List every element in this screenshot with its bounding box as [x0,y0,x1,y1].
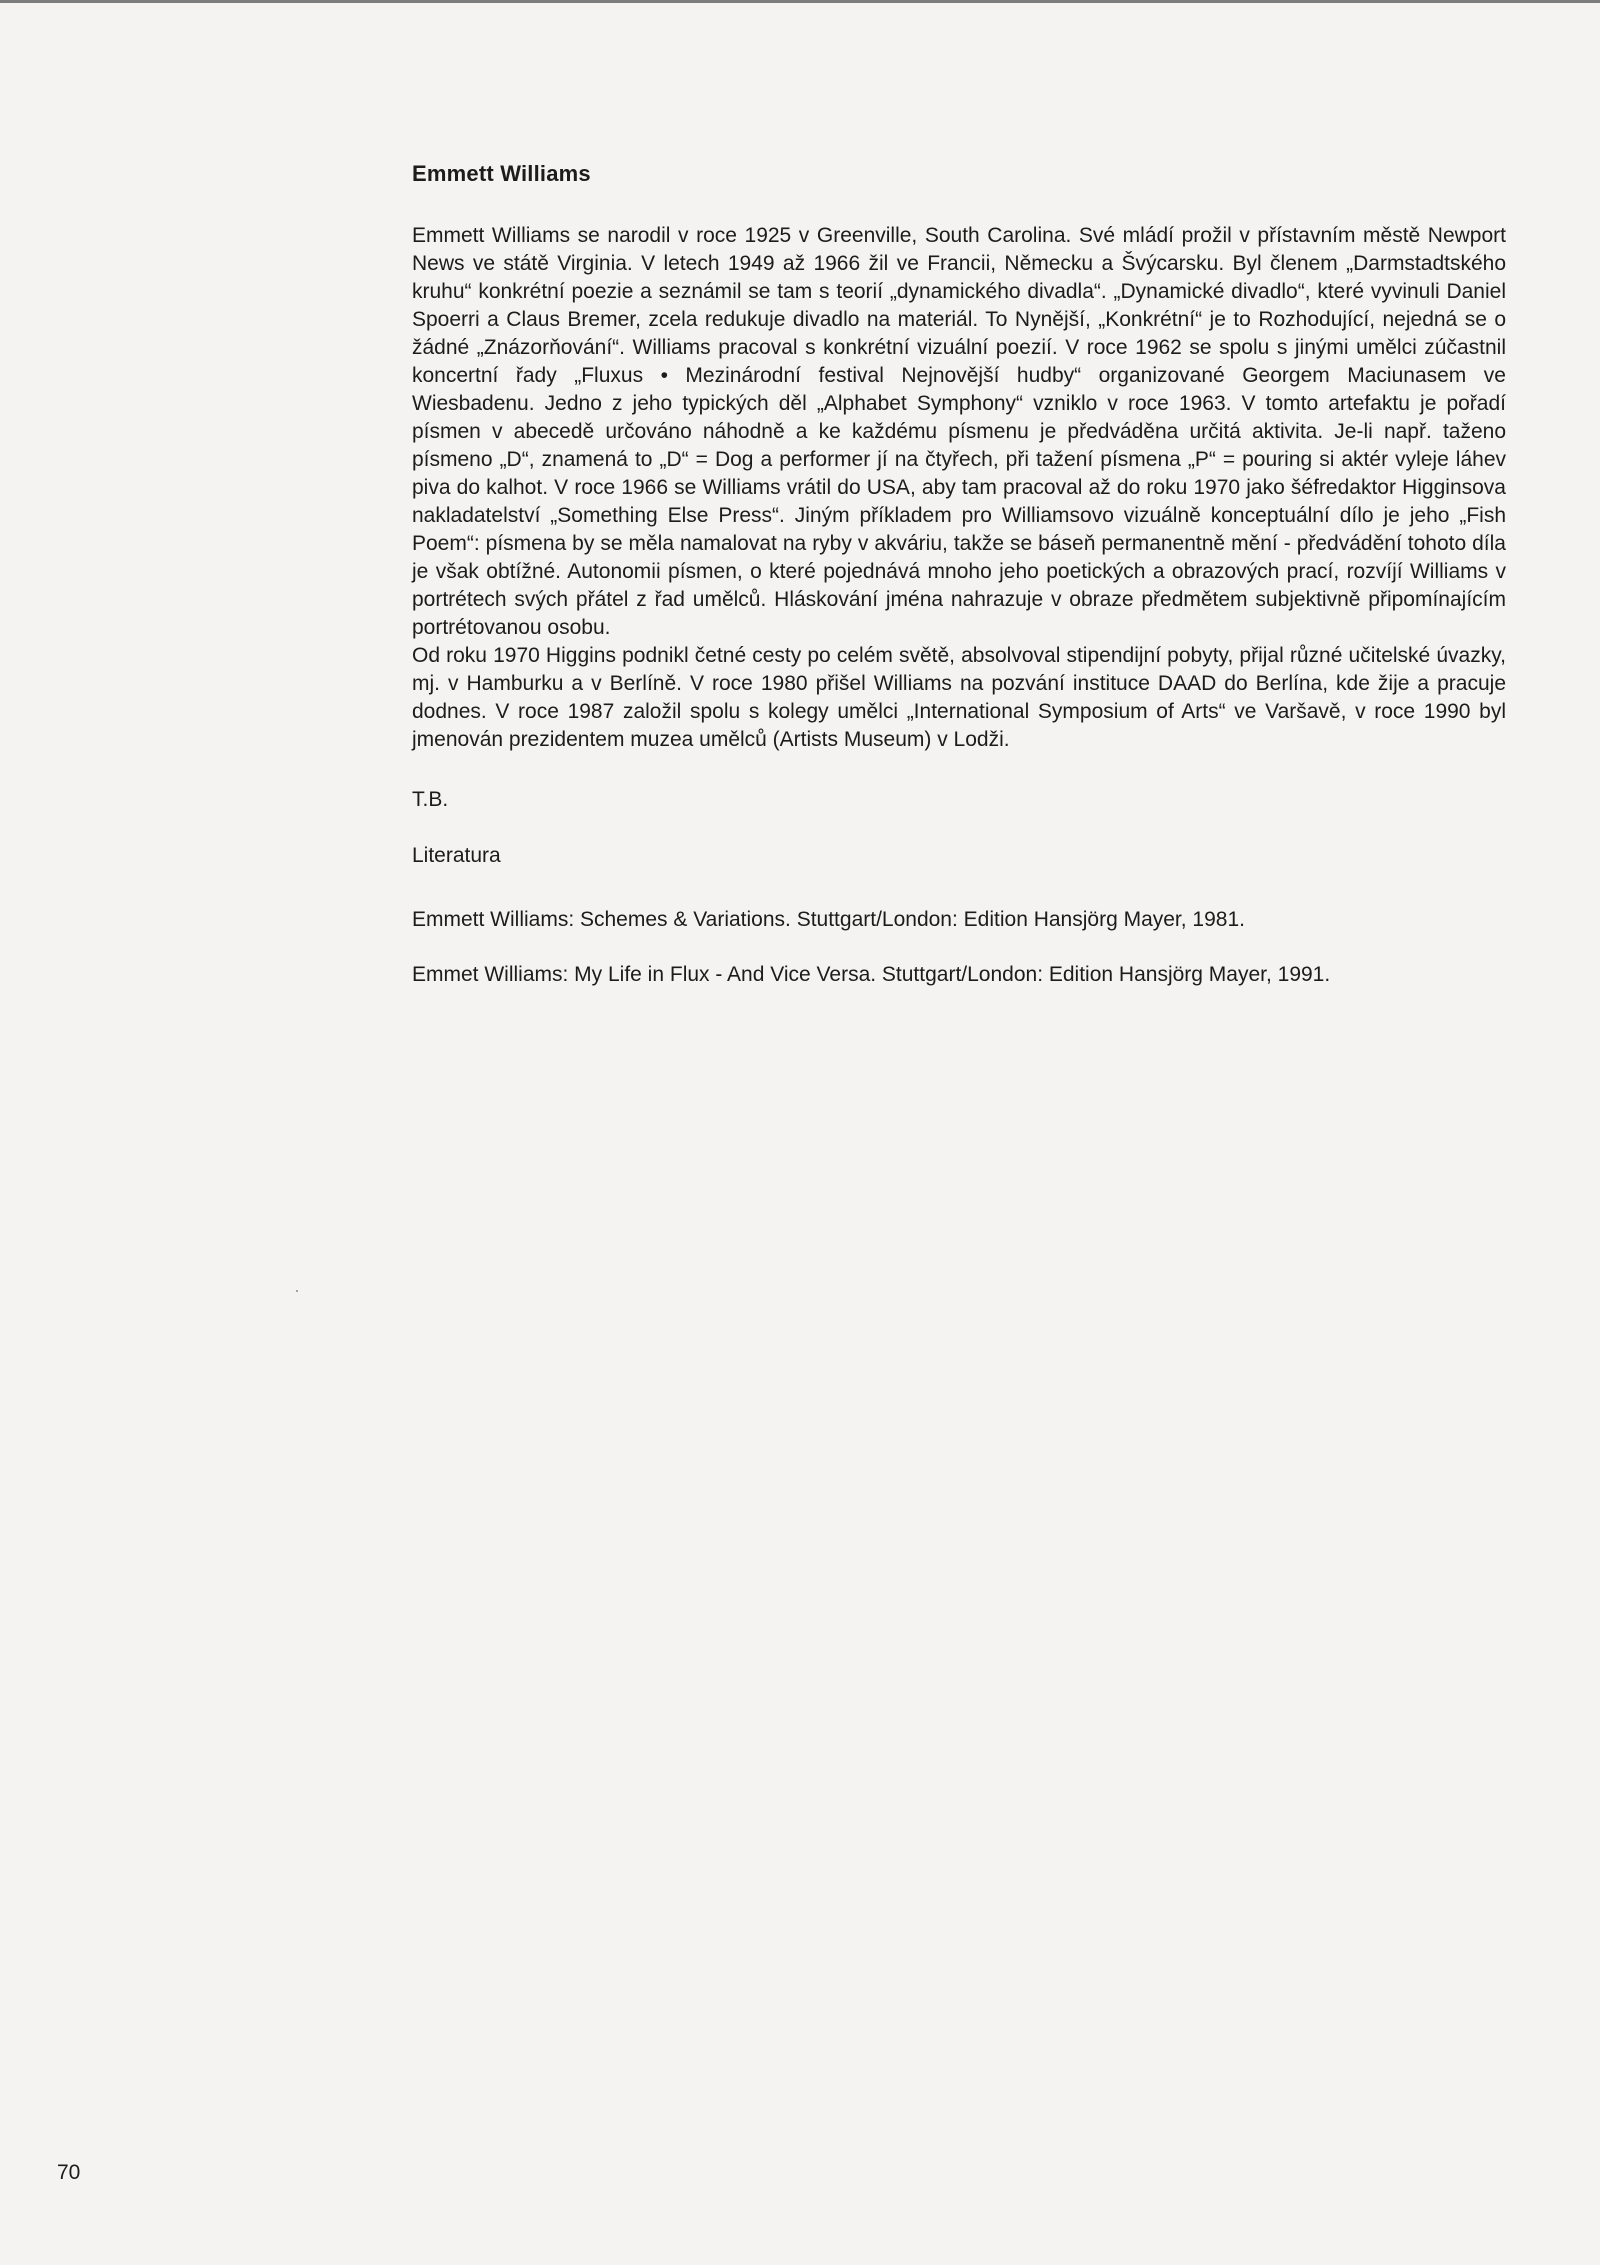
scan-speck [296,1290,298,1292]
literature-item: Emmet Williams: My Life in Flux - And Vice Versa. Stuttgart/London: Edition Hansjörg Mayer, 1991. [412,963,1331,986]
body-paragraph: Od roku 1970 Higgins podnikl četné cesty po celém světě, absolvoval stipendijní pobyty, přijal různé učitelské úvazky, mj. v Hamburku a v Berlíně. V roce 1980 přišel Williams na pozvání instituce DAAD do Berlína, kde žije a pracuje dodnes. V roce 1987 založil spolu s kolegy umělci „International Symposium of Arts“ ve Varšavě, v roce 1990 byl jmenován prezidentem muzea umělců (Artists Museum) v Lodži. [412,644,1506,751]
author-initials: T.B. [412,788,449,811]
literature-list [412,906,1506,989]
literature-heading: Literatura [412,844,501,867]
literature-item: Emmett Williams: Schemes & Variations. Stuttgart/London: Edition Hansjörg Mayer, 1981. [412,908,1245,931]
page-top-edge [0,0,1600,3]
article-title: Emmett Williams [412,161,591,186]
body-paragraph: Emmett Williams se narodil v roce 1925 v Greenville, South Carolina. Své mládí prožil v přístavním městě Newport News ve státě Virginia. V letech 1949 až 1966 žil ve Francii, Německu a Švýcarsku. Byl členem „Darmstadtského kruhu“ konkrétní poezie a seznámil se tam s teorií „dynamického divadla“. „Dynamické divadlo“, které vyvinuli Daniel Spoerri a Claus Bremer, zcela redukuje divadlo na materiál. To Nynější, „Konkrétní“ je to Rozhodující, nejedná se o žádné „Znázorňování“. Williams pracoval s konkrétní vizuální poezií. V roce 1962 se spolu s jinými umělci zúčastnil koncertní řady „Fluxus • Mezinárodní festival Nejnovější hudby“ organizované Georgem Maciunasem ve Wiesbadenu. Jedno z jeho typických děl „Alphabet Symphony“ vzniklo v roce 1963. V tomto artefaktu je pořadí písmen v abecedě určováno náhodně a ke každému písmenu je předváděna určitá aktivita. Je-li např. taženo písmeno „D“, znamená to „D“ = Dog a performer jí na čtyřech, při tažení písmena „P“ = pouring si aktér vyleje láhev piva do kalhot. V roce 1966 se Williams vrátil do USA, aby tam pracoval až do roku 1970 jako šéfredaktor Higginsova nakladatelství „Something Else Press“. Jiným příkladem pro Williamsovo vizuálně konceptuální dílo je jeho „Fish Poem“: písmena by se měla namalovat na ryby v akváriu, takže se báseň permanentně mění - předvádění tohoto díla je však obtížné. Autonomii písmen, o které pojednává mnoho jeho poetických a obrazových prací, rozvíjí Williams v portrétech svých přátel z řad umělců. Hláskování jména nahrazuje v obraze předmětem subjektivně připomínajícím portrétovanou osobu. [412,224,1506,639]
page-number: 70 [57,2161,81,2184]
article [412,160,1506,1016]
